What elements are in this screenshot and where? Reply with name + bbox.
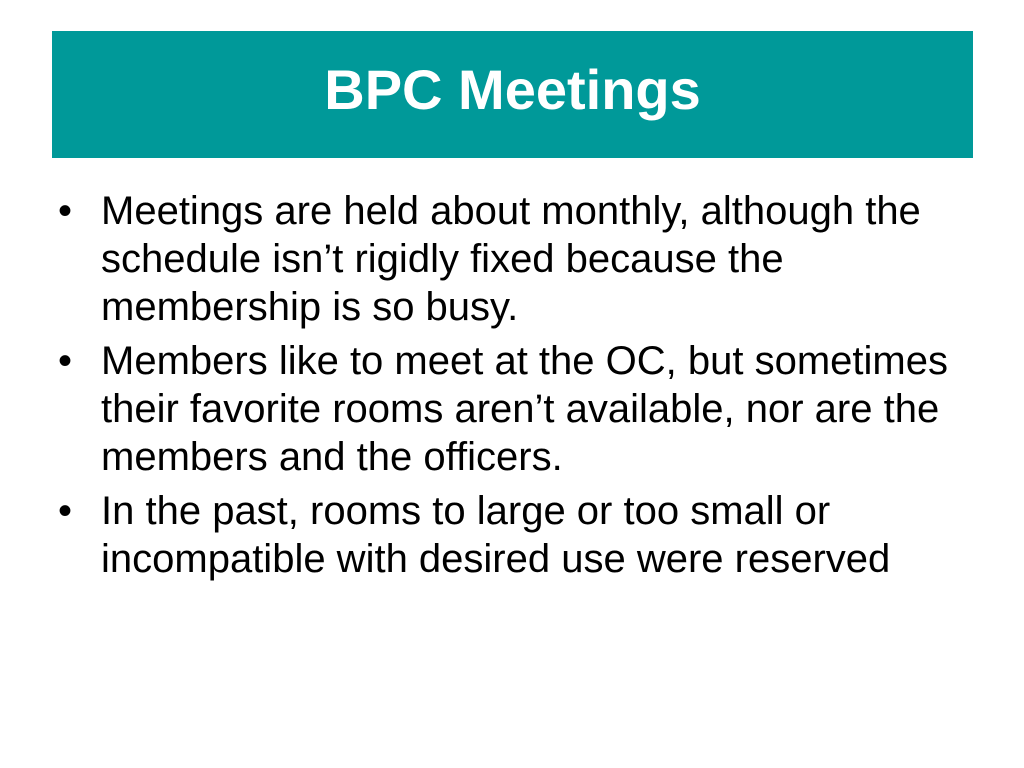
bullet-item-1 [58, 187, 978, 331]
bullet-marker: • [58, 189, 73, 233]
title-bar [52, 31, 973, 158]
bullet-marker: • [58, 339, 73, 383]
bullet-item-2 [58, 337, 978, 481]
bullet-text: In the past, rooms to large or too small or incompatible with desired use were reserved [101, 489, 891, 581]
bullet-text: Members like to meet at the OC, but sometimes their favorite rooms aren’t available, nor are the members and the officers. [101, 339, 948, 479]
slide-title: BPC Meetings [324, 57, 701, 121]
bullet-list [58, 187, 978, 589]
bullet-text: Meetings are held about monthly, although the schedule isn’t rigidly fixed because the membership is so busy. [101, 189, 921, 329]
bullet-marker: • [58, 489, 73, 533]
bullet-item-3 [58, 487, 978, 583]
